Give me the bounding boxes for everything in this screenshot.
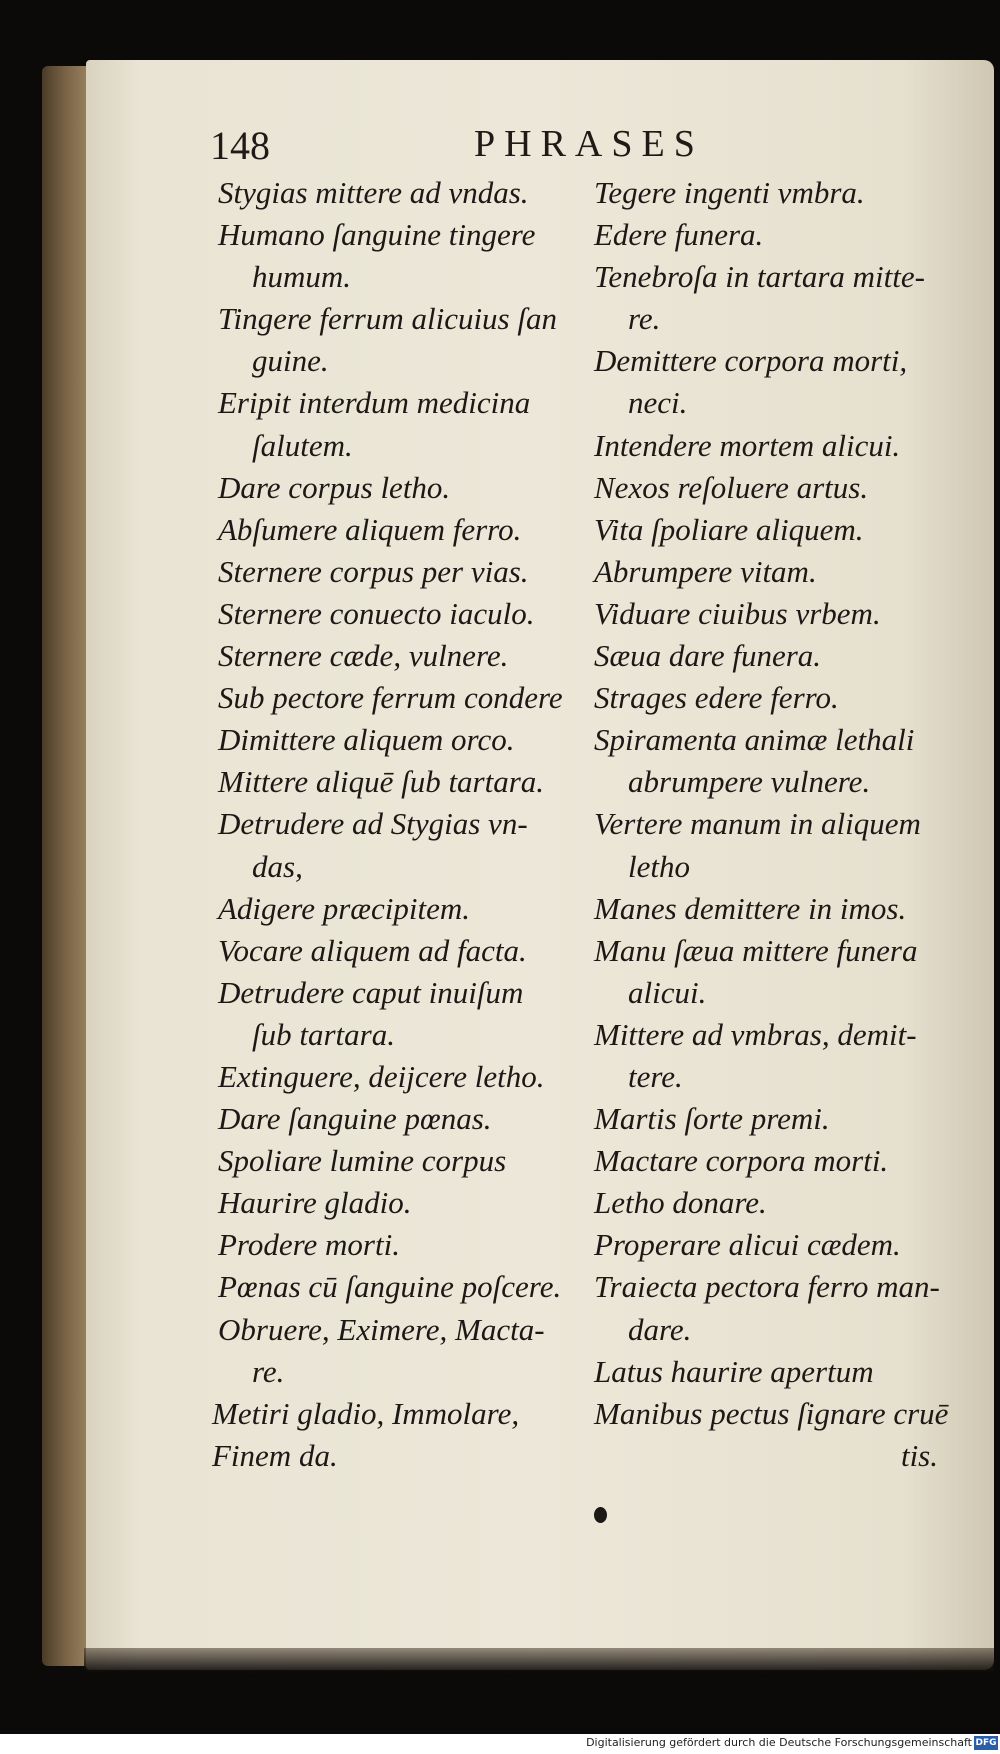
- phrase-line: Detrudere ad Stygias vn-: [218, 806, 528, 842]
- phrase-line: Dimittere aliquem orco.: [218, 722, 515, 758]
- phrase-line: Manes demittere in imos.: [594, 890, 907, 926]
- left-column: [212, 172, 598, 1477]
- phrase-line: Tegere ingenti vmbra.: [594, 175, 865, 210]
- phrase-line: Vita ſpoliare aliquem.: [594, 511, 864, 547]
- phrase-line: Tenebroſa in tartara mitte-: [594, 259, 925, 295]
- phrase-line: Mittere ad vmbras, demit-: [594, 1016, 917, 1052]
- phrase-line: Dare ſanguine pœnas.: [218, 1101, 492, 1137]
- phrase-line: Intendere mortem alicui.: [594, 427, 901, 463]
- phrase-line: Demittere corpora morti,: [594, 343, 908, 379]
- phrase-line: Strages edere ferro.: [594, 680, 839, 716]
- phrase-line: Mactare corpora morti.: [594, 1143, 889, 1179]
- phrase-line: alicui.: [628, 974, 707, 1010]
- phrase-line: Martis ſorte premi.: [594, 1101, 830, 1137]
- phrase-line: Letho donare.: [594, 1185, 767, 1221]
- phrase-line: dare.: [628, 1311, 692, 1347]
- phrase-line: Manu ſæua mittere funera: [594, 932, 918, 968]
- phrase-line: Stygias mittere ad vndas.: [218, 175, 529, 210]
- phrase-line: Humano ſanguine tingere: [218, 217, 536, 253]
- phrase-line: Tingere ferrum alicuius ſan: [218, 301, 557, 337]
- phrase-line: guine.: [252, 343, 329, 379]
- phrase-line: Properare alicui cædem.: [594, 1227, 901, 1263]
- phrase-line: das,: [252, 848, 303, 884]
- funding-credit: Digitalisierung gefördert durch die Deutsche Forschungsgemeinschaft: [586, 1736, 972, 1749]
- phrase-line: Sternere cæde, vulnere.: [218, 638, 509, 674]
- phrase-line: Obruere, Eximere, Macta-: [218, 1311, 545, 1347]
- page-bottom-shadow: [84, 1648, 994, 1676]
- phrase-line: Nexos reſoluere artus.: [594, 469, 869, 505]
- phrase-line: Manibus pectus ſignare cruē: [594, 1395, 949, 1431]
- phrase-line: ſub tartara.: [252, 1016, 395, 1052]
- phrase-line: Metiri gladio, Immolare,: [212, 1395, 520, 1431]
- phrase-line: Extinguere, deijcere letho.: [218, 1058, 545, 1094]
- dfg-logo: DFG: [975, 1738, 997, 1748]
- phrase-line: abrumpere vulnere.: [628, 764, 871, 800]
- phrase-line: neci.: [628, 385, 688, 421]
- phrase-line: re.: [628, 301, 661, 337]
- phrase-line: Sub pectore ferrum condere: [218, 680, 563, 716]
- digitization-footer: [0, 1734, 1000, 1754]
- phrase-line: Traiecta pectora ferro man-: [594, 1269, 940, 1305]
- running-title: PHRASES: [474, 123, 704, 165]
- phrase-line: Edere funera.: [594, 217, 764, 253]
- phrase-line: Pœnas cū ſanguine poſcere.: [218, 1269, 562, 1305]
- printer-ornament-dot-icon: [594, 1507, 607, 1523]
- phrase-line: ſalutem.: [252, 427, 353, 463]
- phrase-line: Adigere præcipitem.: [218, 890, 470, 926]
- phrase-line: Finem da.: [212, 1437, 338, 1473]
- page-header: [210, 122, 970, 172]
- phrase-line: Latus haurire apertum: [594, 1353, 874, 1389]
- phrase-line: Spiramenta animæ lethali: [594, 722, 915, 758]
- phrase-line: humum.: [252, 259, 352, 295]
- page-number: 148: [210, 123, 270, 168]
- phrase-line: Sternere conиecto iaculo.: [218, 595, 535, 631]
- phrase-line: Vocare aliquem ad facta.: [218, 932, 527, 968]
- phrase-line: Spoliare lumine corpus: [218, 1143, 507, 1179]
- phrase-line: Eripit interdum medicina: [218, 385, 531, 421]
- phrase-line: Detrudere caput inuiſum: [218, 974, 524, 1010]
- phrase-line: Haurire gladio.: [218, 1185, 412, 1221]
- phrase-line: Dare corpus letho.: [218, 469, 451, 505]
- phrase-line: Mittere aliquē ſub tartara.: [218, 764, 545, 800]
- phrase-line: Viduare ciuibus vrbem.: [594, 595, 881, 631]
- phrase-line: Sæua dare funera.: [594, 638, 822, 674]
- right-column: [594, 172, 974, 1477]
- phrase-line: Abſumere aliquem ferro.: [218, 511, 522, 547]
- phrase-line: letho: [628, 848, 690, 884]
- phrase-line: re.: [252, 1353, 285, 1389]
- phrase-line: tere.: [628, 1058, 683, 1094]
- phrase-line: Abrumpere vitam.: [594, 553, 817, 589]
- phrase-line: Sternere corpus per vias.: [218, 553, 529, 589]
- phrase-line: tis.: [900, 1437, 938, 1473]
- phrase-line: Vertere manum in aliquem: [594, 806, 921, 842]
- phrase-line: Prodere morti.: [218, 1227, 400, 1263]
